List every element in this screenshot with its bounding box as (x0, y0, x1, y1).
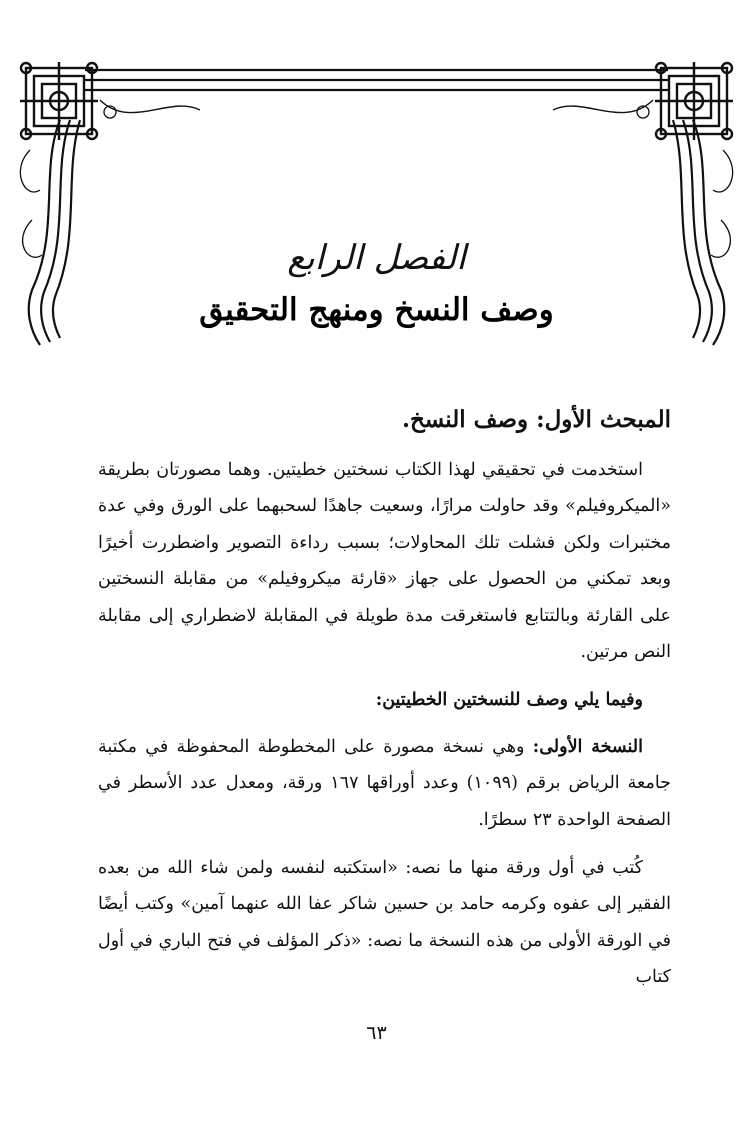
page-number: ٦٣ (366, 1022, 387, 1044)
paragraph-4: كُتب في أول ورقة منها ما نصه: «استكتبه لنفسه ولمن شاء الله من بعده الفقير إلى عفوه وكرمه حامد بن حسين شاكر عفا الله عنهما آمين» وكتب أيضًا في الورقة الأولى من هذه النسخة ما نصه: «ذكر المؤلف في فتح الباري في أول كتاب (98, 858, 671, 988)
chapter-label: الفصل الرابع (287, 238, 466, 278)
paragraph-2: وفيما يلي وصف للنسختين الخطيتين: (375, 690, 643, 711)
paragraph-3 (98, 729, 671, 838)
paragraph-1: استخدمت في تحقيقي لهذا الكتاب نسختين خطيتين. وهما مصورتان بطريقة «الميكروفيلم» وقد حاولت مرارًا، وسعيت جاهدًا لسحبهما على الورق وفي عدة مختبرات ولكن فشلت تلك المحاولات؛ بسبب رداءة التصوير واضطررت أخيرًا وبعد تمكني من الحصول على جهاز «قارئة ميكروفيلم» من مقابلة النسختين على القارئة وبالتتابع فاستغرقت مدة طويلة في المقابلة لاضطراري إلى مقابلة النص مرتين. (98, 460, 671, 663)
section-heading: المبحث الأول: وصف النسخ. (401, 406, 671, 433)
copy-one-description: وهي نسخة مصورة على المخطوطة المحفوظة في مكتبة جامعة الرياض برقم (١٠٩٩) وعدد أوراقها ١٦٧ ورقة، ومعدل عدد الأسطر في الصفحة الواحدة ٢٣ سطرًا. (98, 736, 671, 830)
chapter-title: وصف النسخ ومنهج التحقيق (199, 292, 554, 328)
page-body (98, 402, 671, 1008)
copy-one-label: النسخة الأولى: (532, 736, 643, 757)
